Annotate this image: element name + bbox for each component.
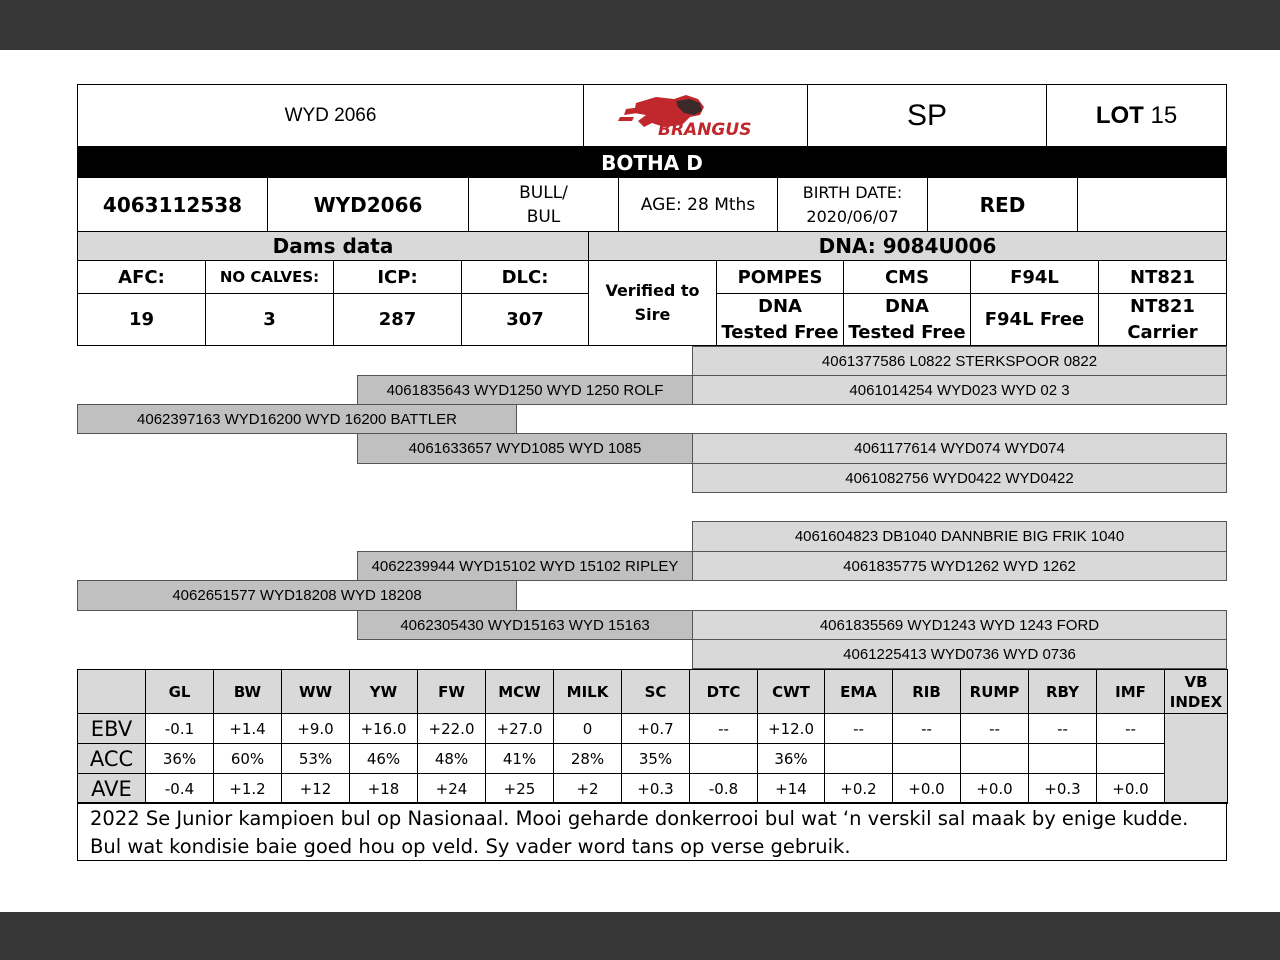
dams-title: Dams data [77,231,589,261]
pedigree-dss: 4061604823 DB1040 DANNBRIE BIG FRIK 1040 [692,521,1227,552]
ebv-cell: 60% [213,743,282,774]
nt821-line2: Carrier [1127,321,1198,343]
ebv-col-imf: IMF [1096,669,1165,714]
ebv-cell: -0.8 [689,773,758,804]
ebv-cell: +14 [757,773,825,804]
ebv-cell [824,743,893,774]
ebv-cell: +24 [417,773,486,804]
type-code: SP [807,84,1047,147]
ebv-col-fw: FW [417,669,486,714]
registration-number: 4063112538 [77,177,268,232]
ebv-cell: +16.0 [349,713,418,744]
bull-logo-icon [616,91,776,141]
birth-date-label: BIRTH DATE: [802,182,903,202]
dna-verified [588,260,717,346]
ebv-cell [892,743,961,774]
pompes-line2: Tested Free [721,321,839,343]
ebv-cell: 46% [349,743,418,774]
ebv-col-yw: YW [349,669,418,714]
ebv-table [77,669,1227,803]
ebv-col-ema: EMA [824,669,893,714]
ebv-cell [689,743,758,774]
ebv-col-bw: BW [213,669,282,714]
pedigree-ssd: 4061014254 WYD023 WYD 02 3 [692,375,1227,405]
age-cell: AGE: 28 Mths [618,177,778,232]
ebv-col-ww: WW [281,669,350,714]
dna-test-cms-result [843,293,971,346]
ebv-cell: 28% [553,743,622,774]
ebv-col-milk: MILK [553,669,622,714]
ebv-cell: +0.0 [960,773,1029,804]
ebv-cell: 53% [281,743,350,774]
ebv-col-sc: SC [621,669,690,714]
pedigree-dsd: 4061835775 WYD1262 WYD 1262 [692,551,1227,581]
ebv-vb-index-value [1164,713,1228,804]
lot-number: 15 [1150,101,1178,129]
ebv-cell: +1.4 [213,713,282,744]
cms-line1: DNA [885,295,929,317]
dams-value-calves: 3 [205,293,334,346]
ebv-cell [1028,743,1097,774]
ebv-cell [1096,743,1165,774]
dna-test-pompes-result [716,293,844,346]
ebv-cell: +0.3 [1028,773,1097,804]
pedigree-sire: 4062397163 WYD16200 WYD 16200 BATTLER [77,404,517,434]
ebv-cell: -0.4 [145,773,214,804]
ebv-col-gl: GL [145,669,214,714]
ebv-col-rib: RIB [892,669,961,714]
ebv-cell: +0.0 [1096,773,1165,804]
dams-header-calves: NO CALVES: [205,260,334,294]
verified-line1: Verified to [605,281,700,300]
ebv-col-dtc: DTC [689,669,758,714]
lot-label: LOT [1095,101,1144,129]
brangus-logo [583,84,808,147]
animal-code: WYD2066 [267,177,469,232]
pedigree-dds: 4061835569 WYD1243 WYD 1243 FORD [692,610,1227,640]
ebv-col-vb-index [1164,669,1228,714]
ebv-col-cwt: CWT [757,669,825,714]
ebv-cell: -- [960,713,1029,744]
nt821-line1: NT821 [1130,295,1195,317]
pompes-line1: DNA [758,295,802,317]
ebv-cell: -- [689,713,758,744]
ebv-cell: +0.0 [892,773,961,804]
cms-line2: Tested Free [848,321,966,343]
ebv-cell: 0 [553,713,622,744]
breeder-bar: BOTHA D [77,147,1227,178]
ebv-cell: +0.7 [621,713,690,744]
sex-line2: BUL [526,206,561,227]
animal-id: WYD 2066 [77,84,584,147]
dna-test-cms-name: CMS [843,260,971,294]
dna-test-nt821-result [1098,293,1227,346]
dams-header-dlc: DLC: [461,260,589,294]
vb-line2: INDEX [1169,692,1223,711]
empty-info-cell [1077,177,1227,232]
lot-cell [1046,84,1227,147]
ebv-col-rby: RBY [1028,669,1097,714]
dna-test-f94l-result: F94L Free [970,293,1099,346]
verified-line2: Sire [634,305,671,324]
ebv-cell: +12 [281,773,350,804]
ebv-cell: +25 [485,773,554,804]
ebv-cell: +12.0 [757,713,825,744]
logo-text: BRANGUS [657,119,751,140]
pedigree-sss: 4061377586 L0822 STERKSPOOR 0822 [692,346,1227,376]
dna-test-pompes-name: POMPES [716,260,844,294]
ebv-cell: -- [1028,713,1097,744]
dna-title: DNA: 9084U006 [588,231,1227,261]
ebv-cell: -- [892,713,961,744]
birth-date-cell [777,177,928,232]
ebv-cell: +22.0 [417,713,486,744]
ebv-col-mcw: MCW [485,669,554,714]
ebv-cell: -- [1096,713,1165,744]
ebv-row-label-acc: ACC [77,743,146,774]
ebv-cell: +1.2 [213,773,282,804]
dams-header-icp: ICP: [333,260,462,294]
sex-line1: BULL/ [519,182,568,203]
ebv-cell: 48% [417,743,486,774]
ebv-row-label-ebv: EBV [77,713,146,744]
dna-test-f94l-name: F94L [970,260,1099,294]
ebv-cell: +18 [349,773,418,804]
ebv-cell: -0.1 [145,713,214,744]
ebv-cell: +27.0 [485,713,554,744]
comment-text: 2022 Se Junior kampioen bul op Nasionaal. Mooi geharde donkerrooi bul wat ‘n verskil sal maak by enige kudde. Bul wat kondisie baie goed hou op veld. Sy vader word tans op verse gebruik. [90,807,1189,858]
ebv-row-label-ave: AVE [77,773,146,804]
comment-box [77,802,1227,861]
ebv-corner [77,669,146,714]
pedigree-dam-sire: 4062239944 WYD15102 WYD 15102 RIPLEY [357,551,693,581]
ebv-cell: -- [824,713,893,744]
ebv-cell: 36% [757,743,825,774]
pedigree-ddd: 4061225413 WYD0736 WYD 0736 [692,639,1227,669]
color-cell: RED [927,177,1078,232]
sex-cell [468,177,619,232]
ebv-cell: +2 [553,773,622,804]
pedigree-dam-dam: 4062305430 WYD15163 WYD 15163 [357,610,693,640]
dams-value-afc: 19 [77,293,206,346]
pedigree-dam: 4062651577 WYD18208 WYD 18208 [77,580,517,611]
pedigree-sire-dam: 4061633657 WYD1085 WYD 1085 [357,433,693,464]
ebv-cell: +0.3 [621,773,690,804]
ebv-cell: 35% [621,743,690,774]
pedigree-sdd: 4061082756 WYD0422 WYD0422 [692,463,1227,493]
dna-test-nt821-name: NT821 [1098,260,1227,294]
vb-line1: VB [1184,672,1208,691]
dams-value-dlc: 307 [461,293,589,346]
birth-date-value: 2020/06/07 [806,206,899,226]
ebv-col-rump: RUMP [960,669,1029,714]
pedigree-sds: 4061177614 WYD074 WYD074 [692,433,1227,464]
ebv-cell: 36% [145,743,214,774]
ebv-cell [960,743,1029,774]
ebv-cell: +9.0 [281,713,350,744]
dams-header-afc: AFC: [77,260,206,294]
ebv-cell: +0.2 [824,773,893,804]
dams-value-icp: 287 [333,293,462,346]
pedigree-sire-sire: 4061835643 WYD1250 WYD 1250 ROLF [357,375,693,405]
ebv-cell: 41% [485,743,554,774]
